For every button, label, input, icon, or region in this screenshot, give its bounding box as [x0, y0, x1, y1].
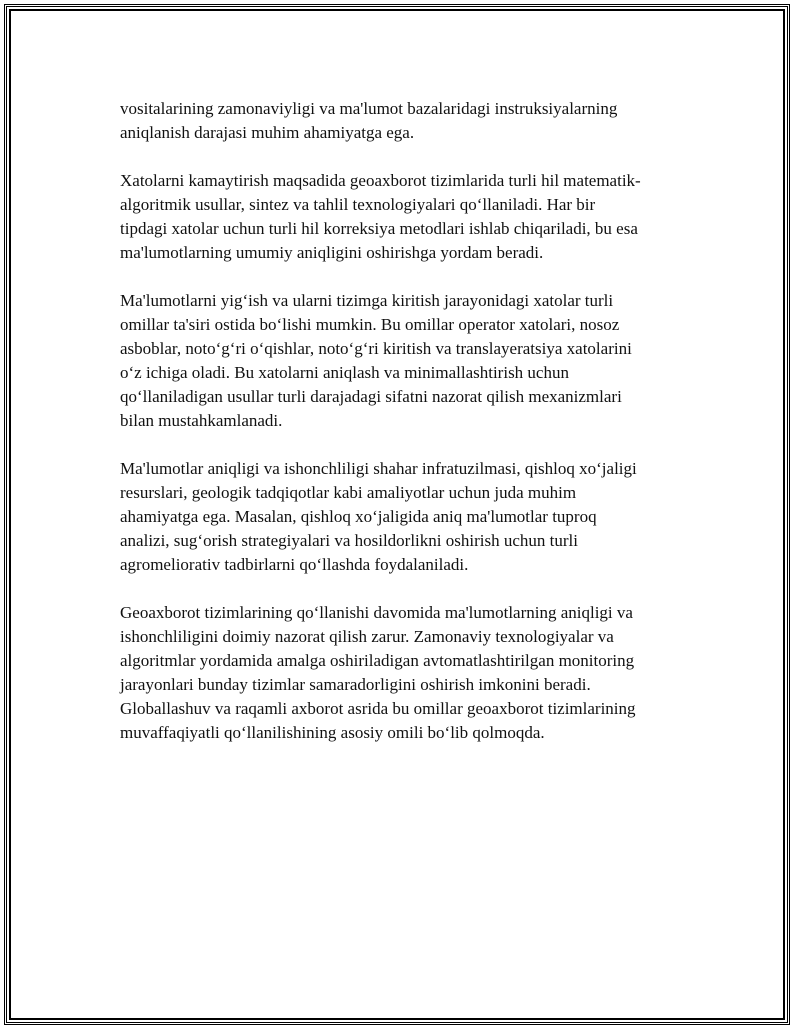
document-page	[4, 4, 790, 1025]
paragraph-1: vositalarining zamonaviyligi va ma'lumot bazalaridagi instruksiyalarning aniqlanish darajasi muhim ahamiyatga ega.	[120, 99, 618, 142]
document-body	[120, 97, 692, 769]
paragraph-5: Geoaxborot tizimlarining qo‘llanishi davomida ma'lumotlarning aniqligi va ishonchliligini doimiy nazorat qilish zarur. Zamonaviy texnologiyalar va algoritmlar yordamida amalga oshiriladigan avtomatlashtirilgan monitoring jarayonlari bunday tizimlar samaradorligini oshirish imkonini beradi. Globallashuv va raqamli axborot asrida bu omillar geoaxborot tizimlarining muvaffaqiyatli qo‘llanilishining asosiy omili bo‘lib qolmoqda.	[120, 603, 636, 742]
paragraph-2: Xatolarni kamaytirish maqsadida geoaxborot tizimlarida turli hil matematik- algoritmik usullar, sintez va tahlil texnologiyalari qo‘llaniladi. Har bir tipdagi xatolar uchun turli hil korreksiya metodlari ishlab chiqariladi, bu esa ma'lumotlarning umumiy aniqligini oshirishga yordam beradi.	[120, 171, 641, 262]
paragraph-3: Ma'lumotlarni yig‘ish va ularni tizimga kiritish jarayonidagi xatolar turli omillar ta'siri ostida bo‘lishi mumkin. Bu omillar operator xatolari, nosoz asboblar, noto‘g‘ri o‘qishlar, noto‘g‘ri kiritish va translayeratsiya xatolarini o‘z ichiga oladi. Bu xatolarni aniqlash va minimallashtirish uchun qo‘llaniladigan usullar turli darajadagi sifatni nazorat qilish mexanizmlari bilan mustahkamlanadi.	[120, 291, 632, 430]
paragraph-4: Ma'lumotlar aniqligi va ishonchliligi shahar infratuzilmasi, qishloq xo‘jaligi resurslari, geologik tadqiqotlar kabi amaliyotlar uchun juda muhim ahamiyatga ega. Masalan, qishloq xo‘jaligida aniq ma'lumotlar tuproq analizi, sug‘orish strategiyalari va hosildorlikni oshirish uchun turli agromeliorativ tadbirlarni qo‘llashda foydalaniladi.	[120, 459, 637, 574]
